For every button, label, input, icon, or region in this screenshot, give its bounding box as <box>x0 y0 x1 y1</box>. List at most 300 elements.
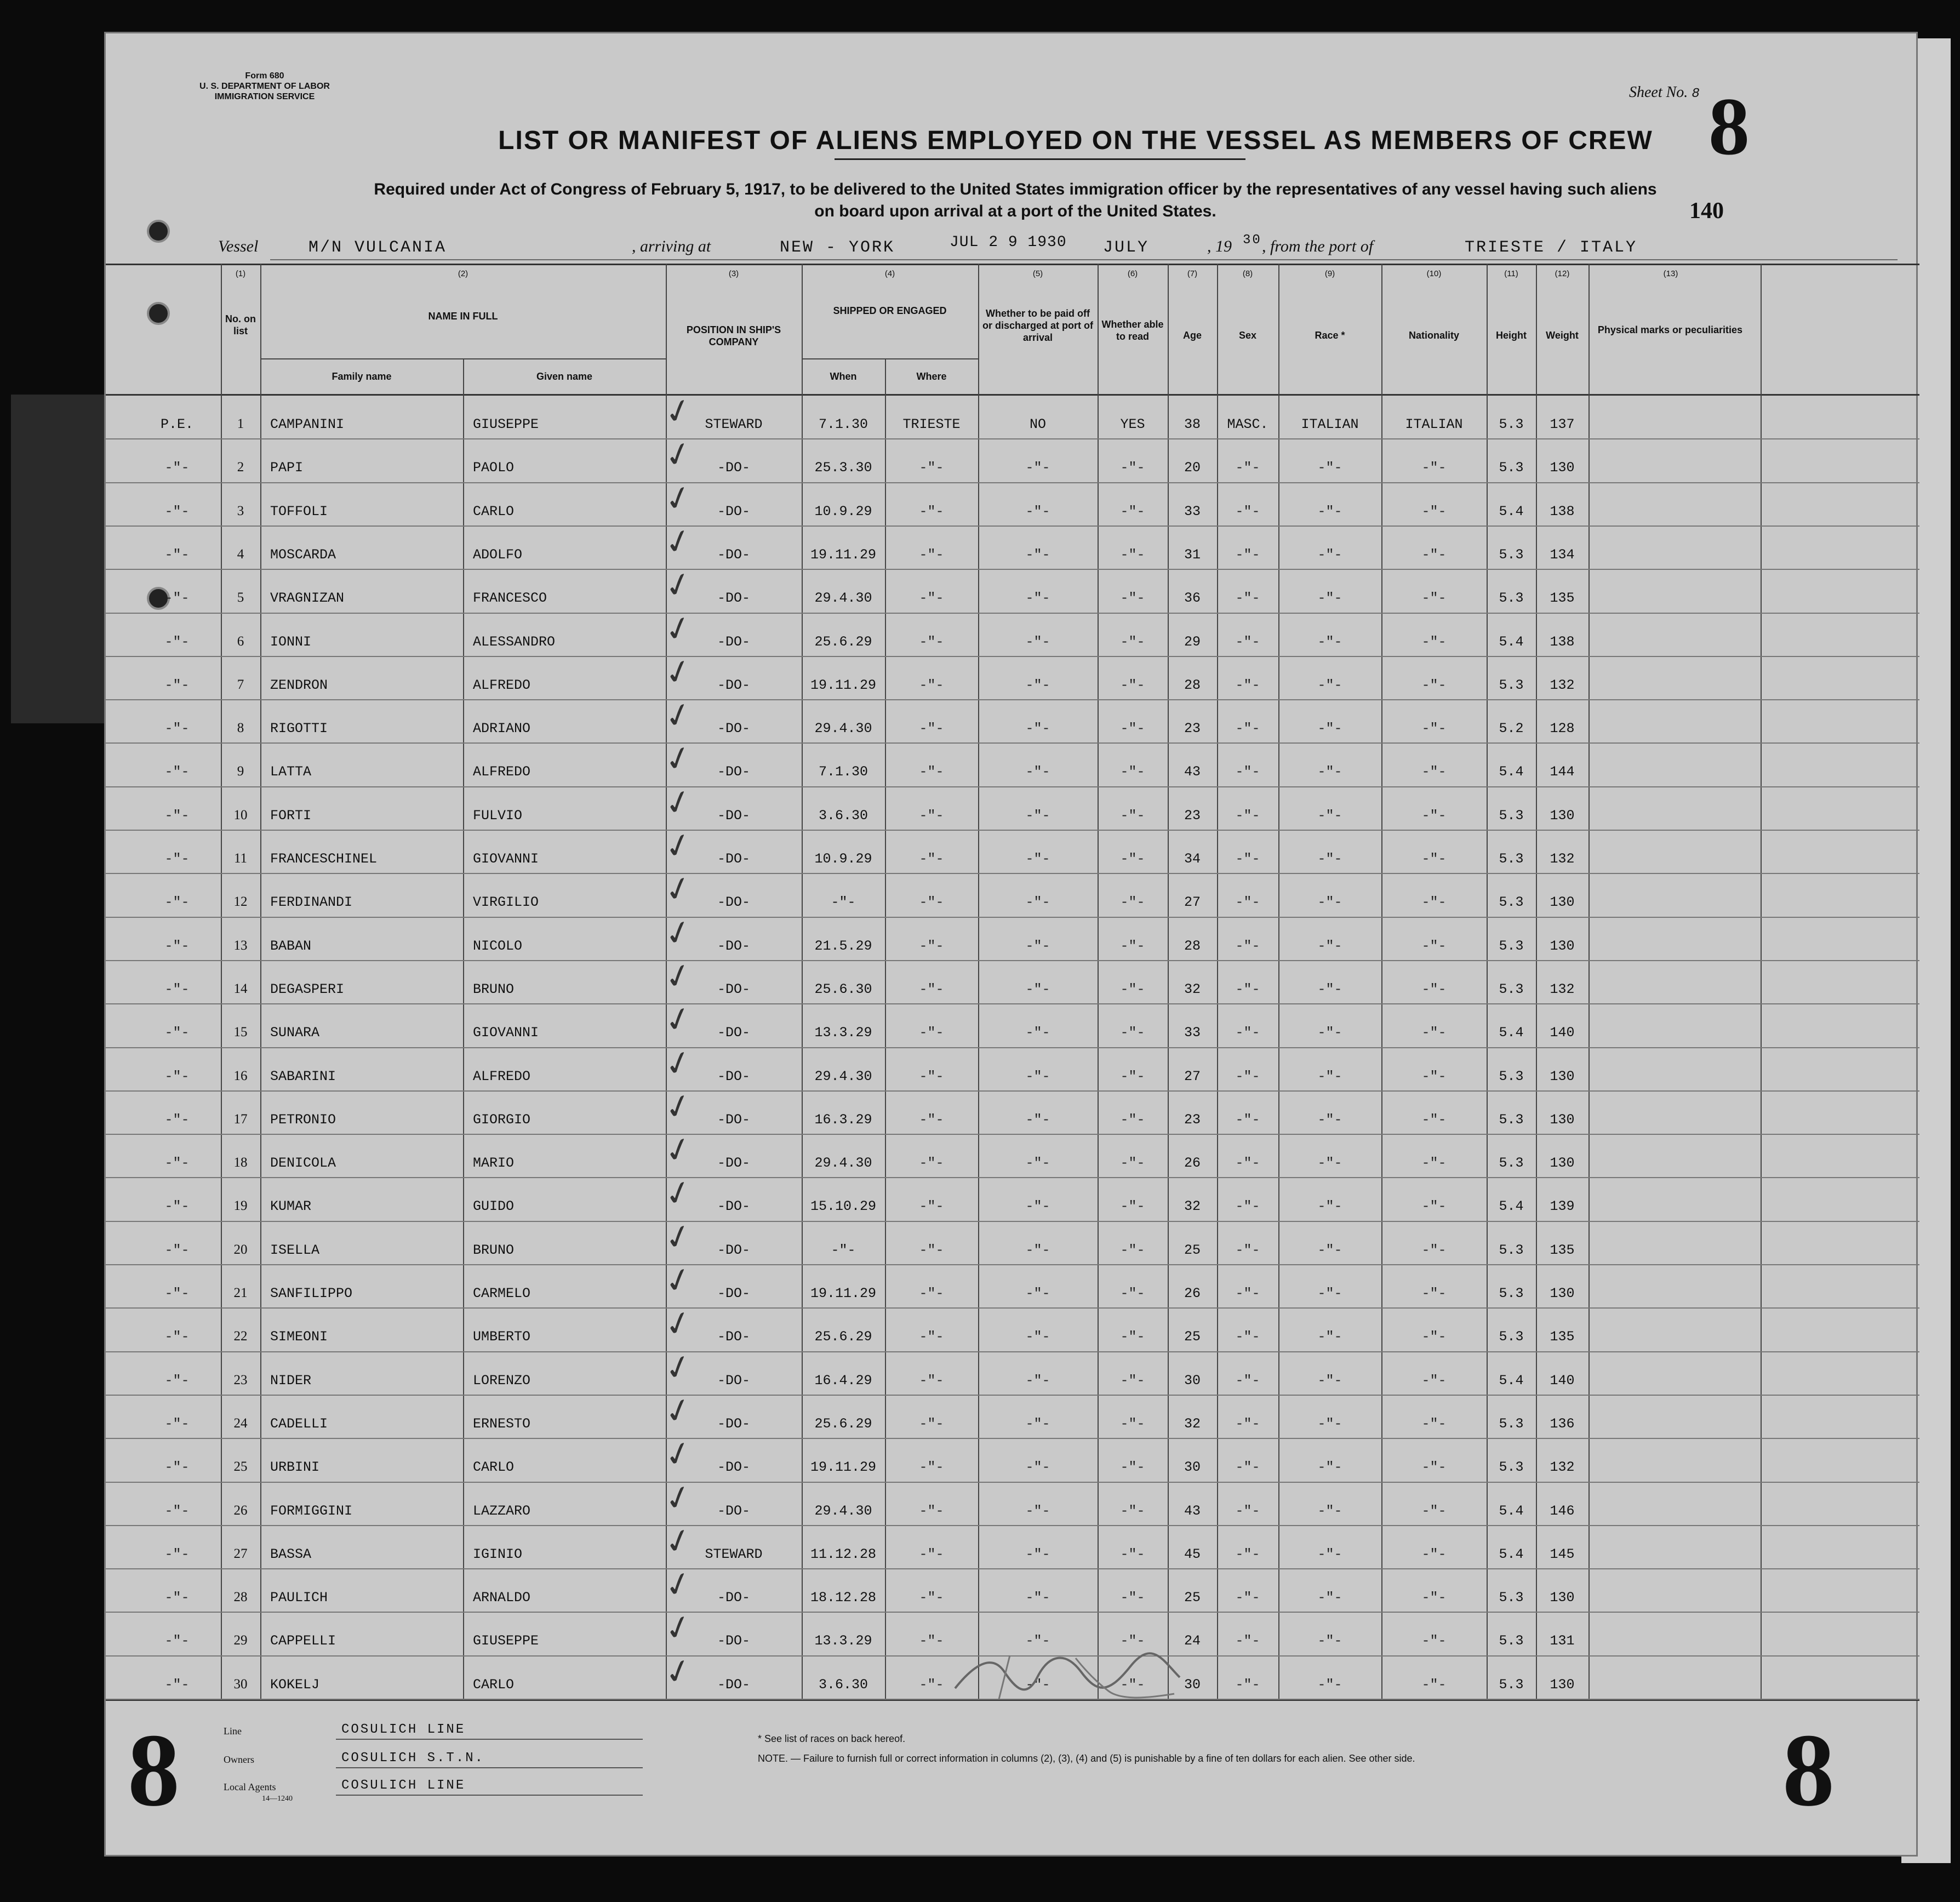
position: -DO- <box>717 938 750 954</box>
owners-label: Owners <box>224 1754 254 1765</box>
vessel-name: M/N VULCANIA <box>308 238 447 257</box>
family-name: PAPI <box>270 460 304 476</box>
position: -DO- <box>717 1416 750 1432</box>
sex-ditto: -"- <box>1235 1069 1260 1084</box>
col5-number: (5) <box>1032 269 1043 278</box>
row-rule <box>106 1003 1919 1004</box>
family-name: ZENDRON <box>270 677 328 693</box>
weight: 132 <box>1550 1459 1575 1475</box>
row-rule <box>106 1264 1919 1265</box>
line-label: Line <box>224 1726 242 1737</box>
age: 27 <box>1184 1069 1201 1084</box>
shipped-where-ditto: -"- <box>919 1459 944 1475</box>
weight: 135 <box>1550 1242 1575 1258</box>
family-name: DENICOLA <box>270 1155 336 1171</box>
binder-hole <box>147 220 170 243</box>
sex-ditto: -"- <box>1235 1112 1260 1128</box>
shipped-when: 19.11.29 <box>810 547 877 563</box>
shipped-where-ditto: -"- <box>919 547 944 563</box>
position: -DO- <box>717 1112 750 1128</box>
sex-ditto: -"- <box>1235 460 1260 476</box>
shipped-where-ditto: -"- <box>919 1503 944 1519</box>
given-name: NICOLO <box>473 938 523 954</box>
shipped-where-ditto: -"- <box>919 1590 944 1606</box>
margin-ditto: -"- <box>164 981 190 997</box>
position: -DO- <box>717 1025 750 1041</box>
able-to-read-ditto: -"- <box>1120 981 1145 997</box>
shipped-where-ditto: -"- <box>919 1112 944 1128</box>
print-code: 14—1240 <box>262 1795 293 1803</box>
weight: 134 <box>1550 547 1575 563</box>
row-rule <box>106 786 1919 787</box>
sex-ditto: -"- <box>1235 1242 1260 1258</box>
row-rule <box>106 1221 1919 1222</box>
check-mark: ✓ <box>660 693 697 738</box>
given-name: BRUNO <box>473 981 515 997</box>
margin-ditto: -"- <box>164 938 190 954</box>
family-name: PAULICH <box>270 1590 328 1606</box>
race-ditto: -"- <box>1317 1503 1342 1519</box>
row-number: 22 <box>233 1329 248 1344</box>
row-number: 1 <box>237 416 244 431</box>
row-rule <box>106 1047 1919 1048</box>
able-to-read-ditto: -"- <box>1120 1112 1145 1128</box>
age: 30 <box>1184 1459 1201 1475</box>
check-mark: ✓ <box>660 997 697 1042</box>
age: 38 <box>1184 416 1201 432</box>
shipped-when: 3.6.30 <box>818 808 868 824</box>
paid-off-ditto: -"- <box>1025 1373 1050 1389</box>
paid-off-ditto: -"- <box>1025 590 1050 606</box>
shipped-when: 29.4.30 <box>814 1503 872 1519</box>
underlying-sheet-left <box>11 395 107 723</box>
race-ditto: -"- <box>1317 1286 1342 1301</box>
race-ditto: -"- <box>1317 1069 1342 1084</box>
shipped-when: 11.12.28 <box>810 1546 877 1562</box>
shipped-when: 19.11.29 <box>810 1459 877 1475</box>
shipped-where-ditto: -"- <box>919 1025 944 1041</box>
paid-off-ditto: -"- <box>1025 1112 1050 1128</box>
weight: 130 <box>1550 1590 1575 1606</box>
margin-ditto: -"- <box>164 1459 190 1475</box>
shipped-when: 25.6.29 <box>814 1329 872 1345</box>
weight: 140 <box>1550 1373 1575 1389</box>
race-ditto: -"- <box>1317 1242 1342 1258</box>
paid-off: NO <box>1029 416 1046 432</box>
paid-off-ditto: -"- <box>1025 938 1050 954</box>
height: 5.3 <box>1499 1459 1524 1475</box>
race-ditto: -"- <box>1317 1155 1342 1171</box>
family-name: RIGOTTI <box>270 721 328 736</box>
paid-off-ditto: -"- <box>1025 894 1050 910</box>
weight: 130 <box>1550 1155 1575 1171</box>
race-ditto: -"- <box>1317 460 1342 476</box>
race-ditto: -"- <box>1317 1633 1342 1649</box>
date-stamp: JUL 2 9 1930 <box>950 234 1067 251</box>
paid-off-ditto: -"- <box>1025 764 1050 780</box>
margin-annotation: P.E. <box>160 416 193 432</box>
row-rule <box>106 1134 1919 1135</box>
act-requirement-line-2: on board upon arrival at a port of the United States. <box>814 202 1216 220</box>
nationality-ditto: -"- <box>1421 504 1447 519</box>
given-name: GIUSEPPE <box>473 1633 539 1649</box>
age: 25 <box>1184 1590 1201 1606</box>
family-name: ISELLA <box>270 1242 320 1258</box>
nationality-ditto: -"- <box>1421 1677 1447 1693</box>
arrival-month: JULY <box>1103 238 1150 257</box>
row-number: 26 <box>233 1503 248 1518</box>
paid-off-ditto: -"- <box>1025 1503 1050 1519</box>
sex-ditto: -"- <box>1235 981 1260 997</box>
position: -DO- <box>717 808 750 824</box>
nationality-ditto: -"- <box>1421 1503 1447 1519</box>
height: 5.3 <box>1499 981 1524 997</box>
able-to-read-ditto: -"- <box>1120 1069 1145 1084</box>
able-to-read-ditto: -"- <box>1120 1198 1145 1214</box>
able-to-read-ditto: -"- <box>1120 590 1145 606</box>
shipped-when: 19.11.29 <box>810 677 877 693</box>
race-ditto: -"- <box>1317 1546 1342 1562</box>
race-ditto: -"- <box>1317 1677 1342 1693</box>
family-name: FORMIGGINI <box>270 1503 353 1519</box>
agents-underline <box>336 1795 643 1796</box>
age: 29 <box>1184 634 1201 650</box>
margin-ditto: -"- <box>164 547 190 563</box>
arriving-label: , arriving at <box>632 237 711 255</box>
paid-off-ditto: -"- <box>1025 1025 1050 1041</box>
row-rule <box>106 1482 1919 1483</box>
weight: 132 <box>1550 981 1575 997</box>
column-rule <box>260 264 261 1699</box>
race-ditto: -"- <box>1317 1459 1342 1475</box>
position: -DO- <box>717 894 750 910</box>
nationality-ditto: -"- <box>1421 460 1447 476</box>
height: 5.3 <box>1499 1633 1524 1649</box>
family-name: NIDER <box>270 1373 312 1389</box>
family-name: CAMPANINI <box>270 416 345 432</box>
able-to-read-ditto: -"- <box>1120 460 1145 476</box>
sex-ditto: -"- <box>1235 677 1260 693</box>
header-bottom-border <box>106 394 1919 396</box>
shipped-where-ditto: -"- <box>919 851 944 867</box>
family-name: SANFILIPPO <box>270 1286 353 1301</box>
nationality-ditto: -"- <box>1421 894 1447 910</box>
paid-off-ditto: -"- <box>1025 1633 1050 1649</box>
shipped-when: 13.3.29 <box>814 1025 872 1041</box>
row-number: 17 <box>233 1112 248 1127</box>
shipped-when: -"- <box>831 1242 856 1258</box>
shipped-when: 15.10.29 <box>810 1198 877 1214</box>
sheet-label: Sheet No. <box>1629 84 1688 101</box>
check-mark: ✓ <box>660 519 697 564</box>
paid-off-ditto: -"- <box>1025 1677 1050 1693</box>
arriving-port: NEW - YORK <box>780 238 895 257</box>
check-mark: ✓ <box>660 1215 697 1260</box>
paid-off-ditto: -"- <box>1025 981 1050 997</box>
check-mark: ✓ <box>660 563 697 608</box>
able-to-read-ditto: -"- <box>1120 764 1145 780</box>
paid-off-ditto: -"- <box>1025 504 1050 519</box>
margin-ditto: -"- <box>164 1329 190 1345</box>
weight: 140 <box>1550 1025 1575 1041</box>
sex-ditto: -"- <box>1235 808 1260 824</box>
given-name: CARMELO <box>473 1286 531 1301</box>
col2-number: (2) <box>458 269 468 278</box>
row-number: 18 <box>233 1155 248 1170</box>
able-to-read-ditto: -"- <box>1120 504 1145 519</box>
sheet-number-small: 8 <box>1692 87 1701 101</box>
check-mark: ✓ <box>660 911 697 956</box>
age: 23 <box>1184 808 1201 824</box>
row-rule <box>106 1525 1919 1526</box>
age: 32 <box>1184 981 1201 997</box>
row-rule <box>106 482 1919 483</box>
age: 25 <box>1184 1242 1201 1258</box>
race-ditto: -"- <box>1317 851 1342 867</box>
nationality-ditto: -"- <box>1421 1373 1447 1389</box>
race-ditto: -"- <box>1317 1025 1342 1041</box>
paid-off-ditto: -"- <box>1025 677 1050 693</box>
check-mark: ✓ <box>660 389 697 434</box>
row-number: 8 <box>237 721 244 735</box>
family-name: LATTA <box>270 764 312 780</box>
able-to-read-ditto: -"- <box>1120 1503 1145 1519</box>
form-header <box>182 71 347 102</box>
row-number: 15 <box>233 1025 248 1039</box>
row-rule <box>106 1177 1919 1178</box>
able-to-read-ditto: -"- <box>1120 547 1145 563</box>
able-to-read-ditto: -"- <box>1120 1242 1145 1258</box>
race-ditto: -"- <box>1317 938 1342 954</box>
manifest-sheet <box>104 32 1918 1857</box>
given-name: VIRGILIO <box>473 894 539 910</box>
age: 23 <box>1184 1112 1201 1128</box>
paid-off-ditto: -"- <box>1025 808 1050 824</box>
shipped-when: 19.11.29 <box>810 1286 877 1301</box>
check-mark: ✓ <box>660 1606 697 1650</box>
title-underline <box>835 158 1245 160</box>
sex-ditto: -"- <box>1235 590 1260 606</box>
age: 24 <box>1184 1633 1201 1649</box>
position: -DO- <box>717 1329 750 1345</box>
sex-ditto: -"- <box>1235 1503 1260 1519</box>
height: 5.3 <box>1499 1329 1524 1345</box>
row-rule <box>106 526 1919 527</box>
race-ditto: -"- <box>1317 721 1342 736</box>
nationality-ditto: -"- <box>1421 547 1447 563</box>
row-number: 25 <box>233 1459 248 1474</box>
footer-sheet-number-left: 8 <box>128 1713 180 1828</box>
family-name: BASSA <box>270 1546 312 1562</box>
able-to-read-ditto: -"- <box>1120 1459 1145 1475</box>
shipped-where-ditto: -"- <box>919 460 944 476</box>
margin-ditto: -"- <box>164 1546 190 1562</box>
weight: 130 <box>1550 1069 1575 1084</box>
col3-number: (3) <box>728 269 739 278</box>
given-name: CARLO <box>473 1459 515 1475</box>
page-number: 140 <box>1689 198 1724 224</box>
weight: 130 <box>1550 460 1575 476</box>
nationality-ditto: -"- <box>1421 1112 1447 1128</box>
sex-ditto: -"- <box>1235 1459 1260 1475</box>
given-name: ALFREDO <box>473 1069 531 1084</box>
able-to-read-ditto: -"- <box>1120 1677 1145 1693</box>
check-mark: ✓ <box>660 607 697 652</box>
row-rule <box>106 1438 1919 1439</box>
weight: 137 <box>1550 416 1575 432</box>
paid-off-ditto: -"- <box>1025 1546 1050 1562</box>
paid-off-ditto: -"- <box>1025 1069 1050 1084</box>
col1-header: No. on list <box>225 313 256 336</box>
given-name: PAOLO <box>473 460 515 476</box>
age: 26 <box>1184 1155 1201 1171</box>
able-to-read-ditto: -"- <box>1120 1633 1145 1649</box>
sex-ditto: -"- <box>1235 634 1260 650</box>
height: 5.2 <box>1499 721 1524 736</box>
given-name: ALFREDO <box>473 764 531 780</box>
able-to-read-ditto: -"- <box>1120 1329 1145 1345</box>
nationality-ditto: -"- <box>1421 1286 1447 1301</box>
age: 33 <box>1184 504 1201 519</box>
row-number: 10 <box>233 808 248 823</box>
height: 5.3 <box>1499 894 1524 910</box>
margin-ditto: -"- <box>164 1242 190 1258</box>
family-name: SIMEONI <box>270 1329 328 1345</box>
margin-ditto: -"- <box>164 1416 190 1432</box>
check-mark: ✓ <box>660 432 697 477</box>
shipped-where-ditto: -"- <box>919 677 944 693</box>
shipped-where-ditto: -"- <box>919 938 944 954</box>
shipped-when: 29.4.30 <box>814 1069 872 1084</box>
age: 25 <box>1184 1329 1201 1345</box>
position: -DO- <box>717 981 750 997</box>
col1-number: (1) <box>235 269 246 278</box>
paid-off-ditto: -"- <box>1025 721 1050 736</box>
shipped-subheader-line <box>802 358 978 359</box>
row-rule <box>106 1090 1919 1092</box>
col10-header: Nationality <box>1408 330 1459 341</box>
shipped-where-ditto: -"- <box>919 981 944 997</box>
row-rule <box>106 1351 1919 1352</box>
paid-off-ditto: -"- <box>1025 460 1050 476</box>
weight: 144 <box>1550 764 1575 780</box>
paid-off-ditto: -"- <box>1025 634 1050 650</box>
height: 5.3 <box>1499 416 1524 432</box>
agents-label: Local Agents <box>224 1781 276 1792</box>
position: -DO- <box>717 1677 750 1693</box>
owners-underline <box>336 1767 643 1768</box>
age: 31 <box>1184 547 1201 563</box>
height: 5.3 <box>1499 1677 1524 1693</box>
given-name: BRUNO <box>473 1242 515 1258</box>
column-rule <box>1761 264 1762 1699</box>
row-rule <box>106 960 1919 961</box>
shipped-when: 16.4.29 <box>814 1373 872 1389</box>
sex-ditto: -"- <box>1235 547 1260 563</box>
service-name: IMMIGRATION SERVICE <box>214 92 315 101</box>
shipped-when: 10.9.29 <box>814 504 872 519</box>
margin-ditto: -"- <box>164 1155 190 1171</box>
age: 28 <box>1184 677 1201 693</box>
race-ditto: -"- <box>1317 1329 1342 1345</box>
check-mark: ✓ <box>660 650 697 695</box>
shipped-where-ditto: -"- <box>919 764 944 780</box>
family-name: CADELLI <box>270 1416 328 1432</box>
owners-value: COSULICH S.T.N. <box>341 1751 485 1766</box>
shipped-where-ditto: -"- <box>919 1329 944 1345</box>
col12-number: (12) <box>1555 269 1570 278</box>
nationality-ditto: -"- <box>1421 1155 1447 1171</box>
sex-ditto: -"- <box>1235 1633 1260 1649</box>
nationality-ditto: -"- <box>1421 981 1447 997</box>
race-ditto: -"- <box>1317 981 1342 997</box>
shipped-when: 7.1.30 <box>818 764 868 780</box>
row-number: 3 <box>237 504 244 518</box>
column-rule <box>463 358 464 1699</box>
margin-ditto: -"- <box>164 460 190 476</box>
given-name: GUIDO <box>473 1198 515 1214</box>
family-name: PETRONIO <box>270 1112 336 1128</box>
family-name: BABAN <box>270 938 312 954</box>
race-ditto: -"- <box>1317 1416 1342 1432</box>
position: -DO- <box>717 1242 750 1258</box>
paid-off-ditto: -"- <box>1025 1416 1050 1432</box>
position: -DO- <box>717 1069 750 1084</box>
nationality-ditto: -"- <box>1421 1329 1447 1345</box>
height: 5.3 <box>1499 851 1524 867</box>
col2b-header: Given name <box>536 371 593 382</box>
given-name: LORENZO <box>473 1373 531 1389</box>
row-rule <box>106 1307 1919 1309</box>
sex-ditto: -"- <box>1235 1416 1260 1432</box>
position: -DO- <box>717 1286 750 1301</box>
check-mark: ✓ <box>660 1084 697 1129</box>
shipped-when: 10.9.29 <box>814 851 872 867</box>
col9-header: Race * <box>1315 330 1345 341</box>
check-mark: ✓ <box>660 1562 697 1607</box>
shipped-when: 21.5.29 <box>814 938 872 954</box>
family-name: FERDINANDI <box>270 894 353 910</box>
row-rule <box>106 438 1919 439</box>
col13-header: Physical marks or peculiarities <box>1597 324 1743 335</box>
weight: 128 <box>1550 721 1575 736</box>
line-underline <box>336 1739 643 1740</box>
able-to-read-ditto: -"- <box>1120 677 1145 693</box>
height: 5.4 <box>1499 764 1524 780</box>
given-name: LAZZARO <box>473 1503 531 1519</box>
shipped-when: 7.1.30 <box>818 416 868 432</box>
check-mark: ✓ <box>660 1389 697 1433</box>
able-to-read-ditto: -"- <box>1120 1416 1145 1432</box>
nationality-ditto: -"- <box>1421 1198 1447 1214</box>
from-port: TRIESTE / ITALY <box>1465 238 1638 257</box>
col5-header: Whether to be paid off or discharged at port of arrival <box>982 308 1094 343</box>
able-to-read-ditto: -"- <box>1120 634 1145 650</box>
height: 5.3 <box>1499 1069 1524 1084</box>
shipped-where-ditto: -"- <box>919 808 944 824</box>
sex-ditto: -"- <box>1235 1677 1260 1693</box>
position: -DO- <box>717 634 750 650</box>
col4b-header: Where <box>916 371 947 382</box>
act-requirement-line-1: Required under Act of Congress of February 5, 1917, to be delivered to the United States immigration officer by the representatives of any vessel having such aliens <box>374 180 1657 198</box>
margin-ditto: -"- <box>164 808 190 824</box>
age: 36 <box>1184 590 1201 606</box>
shipped-where-ditto: -"- <box>919 1069 944 1084</box>
shipped-where-ditto: -"- <box>919 894 944 910</box>
voyage-underline <box>270 259 1898 260</box>
weight: 138 <box>1550 634 1575 650</box>
given-name: ADOLFO <box>473 547 523 563</box>
